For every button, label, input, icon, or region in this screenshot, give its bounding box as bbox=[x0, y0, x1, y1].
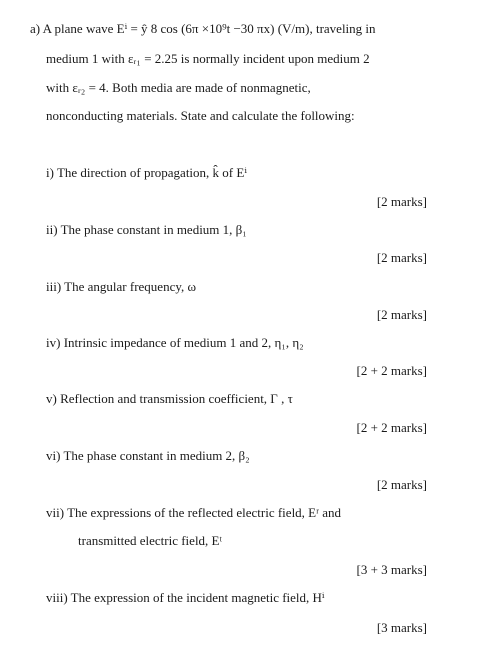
intro-line-2: medium 1 with εᵣ₁ = 2.25 is normally incident upon medium 2 bbox=[46, 51, 370, 66]
part-vii-marks: [3 + 3 marks] bbox=[356, 562, 427, 577]
part-iii-text: iii) The angular frequency, ω bbox=[46, 279, 197, 294]
part-vii-continuation: transmitted electric field, Eᵗ bbox=[78, 533, 222, 548]
part-viii-marks: [3 marks] bbox=[376, 620, 427, 635]
intro-line-3: with εᵣ₂ = 4. Both media are made of nonmagnetic, bbox=[46, 80, 311, 95]
part-ii-text: ii) The phase constant in medium 1, β₁ bbox=[46, 222, 247, 237]
part-i-text: i) The direction of propagation, k̂ of Eⁱ bbox=[46, 165, 247, 180]
intro-line-1: a) A plane wave Eⁱ = ŷ 8 cos (6π ×10⁹t −30 πx) (V/m), traveling in bbox=[30, 21, 376, 36]
part-vi-text: vi) The phase constant in medium 2, β₂ bbox=[46, 448, 250, 463]
part-iii-marks: [2 marks] bbox=[376, 307, 427, 322]
part-vi-marks: [2 marks] bbox=[376, 477, 427, 492]
intro-line-4: nonconducting materials. State and calculate the following: bbox=[46, 108, 355, 123]
part-ii-marks: [2 marks] bbox=[376, 250, 427, 265]
part-iv-marks: [2 + 2 marks] bbox=[356, 363, 427, 378]
part-i-marks: [2 marks] bbox=[376, 194, 427, 209]
part-viii-text: viii) The expression of the incident magnetic field, Hⁱ bbox=[46, 590, 325, 605]
part-v-text: v) Reflection and transmission coefficient, Γ , τ bbox=[46, 391, 293, 406]
part-iv-text: iv) Intrinsic impedance of medium 1 and 2, η₁, η₂ bbox=[46, 335, 304, 350]
part-vii-text: vii) The expressions of the reflected electric field, Eʳ and bbox=[46, 505, 341, 520]
part-v-marks: [2 + 2 marks] bbox=[356, 420, 427, 435]
